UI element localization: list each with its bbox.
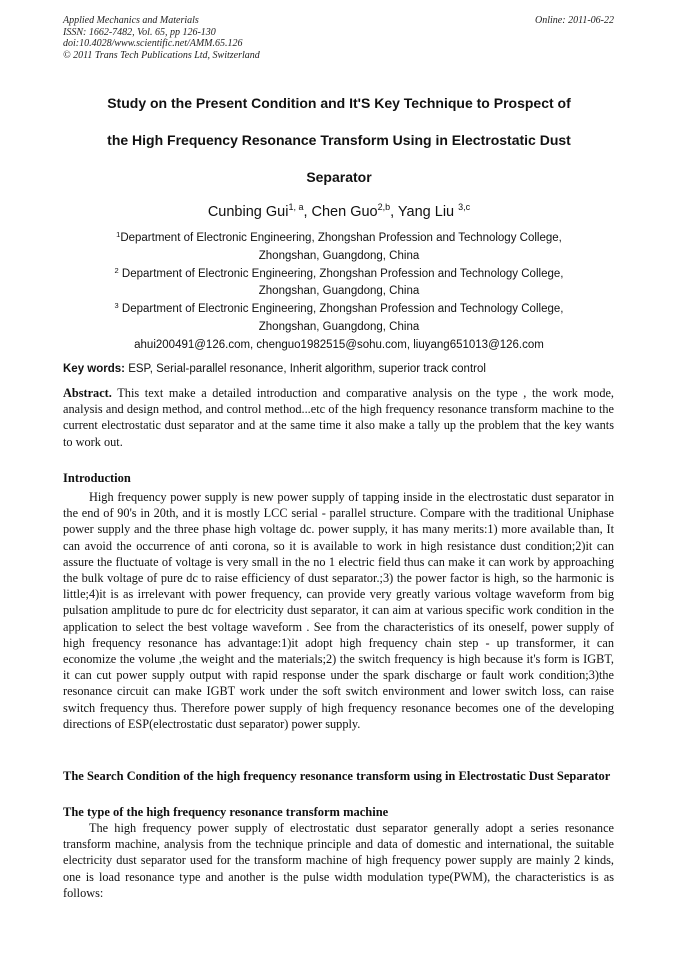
journal-header — [63, 15, 260, 61]
affiliation-3-line-1: Department of Electronic Engineering, Zhongshan Profession and Technology College, — [118, 303, 564, 316]
affiliation-3-line-2: Zhongshan, Guangdong, China — [258, 320, 420, 333]
introduction-heading: Introduction — [63, 471, 131, 485]
doi-line: doi:10.4028/www.scientific.net/AMM.65.126 — [63, 38, 243, 49]
affiliation-2-sup: 2 — [114, 265, 119, 275]
title-line-3: Separator — [306, 169, 372, 185]
copyright-line: © 2011 Trans Tech Publications Ltd, Switzerland — [63, 49, 260, 61]
affiliation-2-line-1: Department of Electronic Engineering, Zhongshan Profession and Technology College, — [118, 267, 564, 280]
affiliation-2-line-2: Zhongshan, Guangdong, China — [258, 285, 420, 298]
author-list — [60, 202, 618, 222]
online-date: Online: 2011-06-22 — [535, 15, 614, 26]
abstract-label: Abstract. — [63, 386, 112, 400]
introduction-paragraph: High frequency power supply is new power supply of tapping inside in the electrostatic dust separator in the end of 90's in 20th, and it is mostly LCC serial - parallel structure. Compare with the traditional Uniphase power supply and the three phase high voltage dc. power supply, it has many merits:1) more available than, It can avoid the occurrence of anti corona, so it is available to work in high resistance dust condition;2)it can assure the fluctuate of voltage is very small in the no 1 electric field thus can make it can work by approaching the bulk voltage of pure dc to raise efficiency of dust separator.;3) the power factor is high, so the harmonic is little;4)it is as irrelevant with power frequency, can provide very greatly various voltage waveform from big pulsation amplitude to pure dc for electricity dust separator, it can aim at various specific work condition in the application to select the best voltage waveform . See from the characteristics of its oneself, power supply of high frequency resonance has advantage:1)it adopt high frequency chain step - up transformer, it can economize the volume ,the weight and the materials;2) the switch frequency is high because it's form is IGBT, it can cut power supply output with rapid response under the spark discharge or fault work condition;3)the resonance circuit can make IGBT work under the soft switch environment and lower switch loss, can raise switch frequency thus. Therefore power supply of high frequency resonance becomes one of the developing directions of ESP(electrostatic dust separator) power supply. — [63, 490, 614, 731]
title-line-2: the High Frequency Resonance Transform Using in Electrostatic Dust — [107, 132, 571, 148]
author-1: Cunbing Gui — [207, 204, 289, 220]
affiliations — [60, 230, 618, 355]
affiliation-1 — [60, 230, 618, 248]
affiliation-3-sup: 3 — [114, 301, 119, 311]
author-emails: ahui200491@126.com, chenguo1982515@sohu.com, liuyang651013@126.com — [134, 338, 544, 351]
issn-line: ISSN: 1662-7482, Vol. 65, pp 126-130 — [63, 26, 216, 38]
affiliation-1-line-2: Zhongshan, Guangdong, China — [258, 249, 420, 262]
type-section-heading: The type of the high frequency resonance transform machine — [63, 805, 389, 819]
keywords-text: ESP, Serial-parallel resonance, Inherit algorithm, superior track control — [125, 363, 486, 375]
author-3-sup: 3,c — [458, 202, 471, 212]
abstract — [63, 385, 614, 450]
affiliation-2 — [60, 266, 618, 284]
affiliation-1-sup: 1 — [116, 230, 121, 239]
abstract-text: This text make a detailed introduction and comparative analysis on the type , the work mode, analysis and design method, and control method...etc of the high frequency resonance transform machine to the current electrostatic dust separator and at the same time it also make a tally up the problem that the key wants to work out. — [63, 386, 614, 449]
author-2: , Chen Guo — [303, 204, 378, 220]
author-2-sup: 2,b — [377, 202, 391, 212]
search-condition-heading: The Search Condition of the high frequency resonance transform using in Electrostatic Dust Separator — [63, 769, 611, 783]
title-line-1: Study on the Present Condition and It'S Key Technique to Prospect of — [107, 95, 571, 111]
author-3: , Yang Liu — [390, 204, 459, 220]
keywords — [63, 361, 615, 377]
keywords-label: Key words: — [63, 363, 125, 375]
journal-name: Applied Mechanics and Materials — [63, 15, 199, 26]
affiliation-3 — [60, 301, 618, 319]
author-1-sup: 1, a — [288, 202, 304, 212]
affiliation-1-line-1: Department of Electronic Engineering, Zhongshan Profession and Technology College, — [120, 232, 562, 244]
type-section-paragraph: The high frequency power supply of electrostatic dust separator generally adopt a series resonance transform machine, analysis from the technique principle and data of domestic and international, the suitable electricity dust separator used for the transform machine of high frequency power supply are mainly 2 kinds, one is load resonance type and another is the pulse width modulation type(PWM), the characteristics is as follows: — [63, 821, 614, 900]
paper-title — [60, 85, 618, 196]
